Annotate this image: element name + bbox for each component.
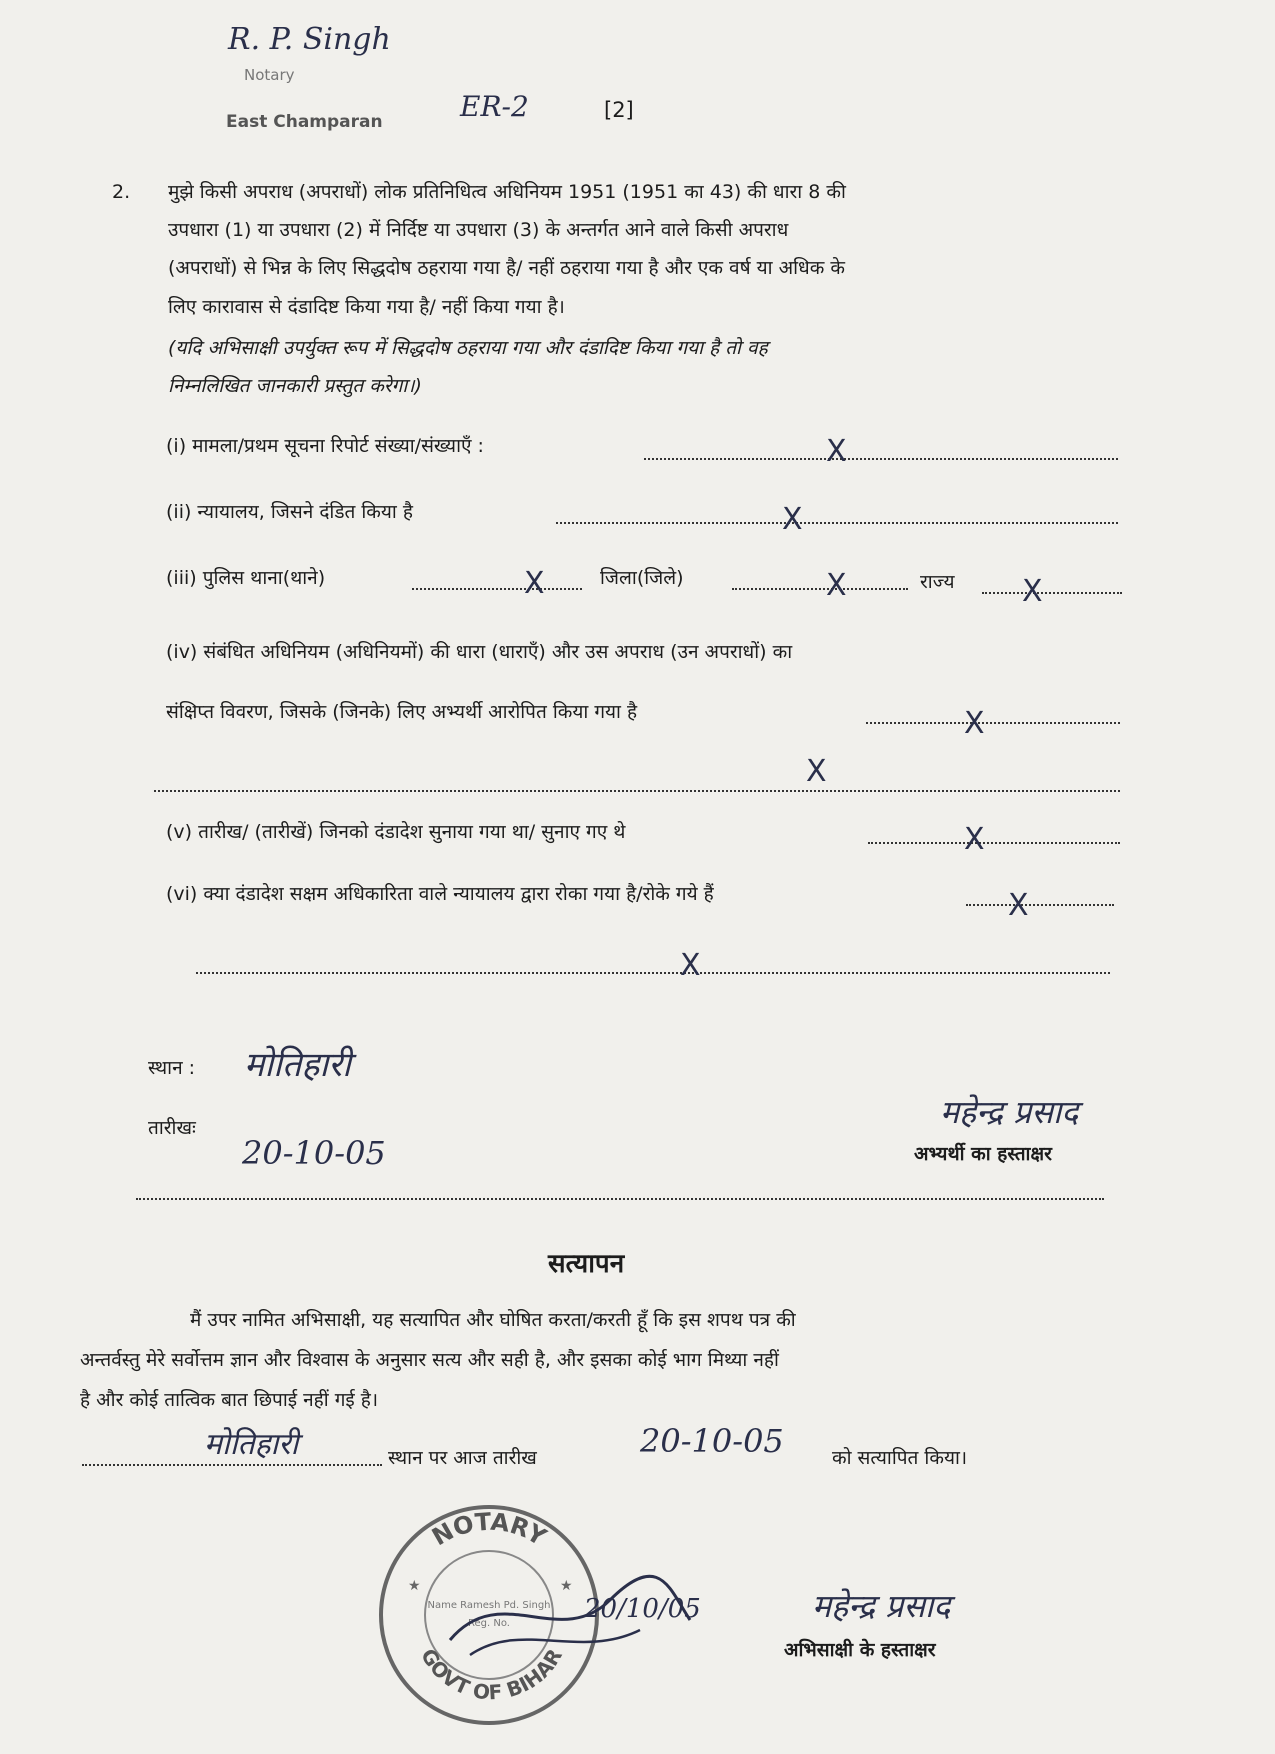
item-iv-dotted-line-a [866,722,1120,724]
item-iv-line1: (iv) संबंधित अधिनियम (अधिनियमों) की धारा (धाराएँ) और उस अपराध (उन अपराधों) का [166,641,793,663]
seal-inner-line2: Reg. No. [468,1618,510,1629]
section2-note-line1: (यदि अभिसाक्षी उपर्युक्त रूप में सिद्धदोष ठहराया गया और दंडादिष्ट किया गया है तो वह [168,337,768,359]
notary-stamp-line1: Notary [244,66,295,84]
item-vi-cross-mark-a: X [1008,888,1029,923]
section2-line4: लिए कारावास से दंडादिष्ट किया गया है/ नहीं किया गया है। [168,296,565,318]
verification-line2: अन्तर्वस्तु मेरे सर्वोत्तम ज्ञान और विश्वास के अनुसार सत्य और सही है, और इसका कोई भाग मिथ्या नहीं [80,1349,779,1371]
place-label: स्थान : [148,1057,196,1079]
verification-place-text: स्थान पर आज तारीख [388,1447,537,1469]
seal-star-left: ★ [408,1578,421,1594]
place-handwritten: मोतिहारी [244,1045,351,1085]
item-ii-dotted-line [556,522,1118,524]
item-vi-cross-mark-b: X [680,948,701,983]
notary-name-handwritten: R. P. Singh [228,22,391,57]
item-iii-label-state: राज्य [920,571,955,593]
item-iii-dotted-line-b [732,588,908,590]
verification-date-handwritten: 20-10-05 [640,1422,784,1460]
item-iii-cross-mark-b: X [826,568,847,603]
item-v-cross-mark: X [964,822,985,857]
verification-line1: मैं उपर नामित अभिसाक्षी, यह सत्यापित और घोषित करता/करती हूँ कि इस शपथ पत्र की [190,1309,796,1331]
verification-place-dotted-line [82,1464,382,1466]
item-iii-label-police: (iii) पुलिस थाना(थाने) [166,567,326,589]
page-ref-handwritten: ER-2 [460,90,529,123]
section2-line1: मुझे किसी अपराध (अपराधों) लोक प्रतिनिधित्व अधिनियम 1951 (1951 का 43) की धारा 8 की [168,181,846,203]
verification-end-text: को सत्यापित किया। [832,1447,968,1469]
item-i-cross-mark: X [826,434,847,469]
section-number: 2. [112,181,131,203]
item-ii-cross-mark: X [782,502,803,537]
item-i-label: (i) मामला/प्रथम सूचना रिपोर्ट संख्या/संख्याएँ : [166,435,484,457]
item-iv-dotted-line-b [154,790,1120,792]
signoff-dotted-line [136,1198,1104,1200]
item-iii-cross-mark-a: X [524,566,545,601]
verification-line3: है और कोई तात्विक बात छिपाई नहीं गई है। [80,1389,379,1411]
seal-bottom-text: GOVT OF BIHAR [416,1644,567,1705]
deponent-signature-label: अभिसाक्षी के हस्ताक्षर [784,1639,936,1661]
item-vi-label: (vi) क्या दंडादेश सक्षम अधिकारिता वाले न्यायालय द्वारा रोका गया है/रोके गये हैं [166,883,714,905]
item-iii-label-district: जिला(जिले) [600,567,684,589]
candidate-signature-label: अभ्यर्थी का हस्ताक्षर [914,1143,1052,1165]
deponent-signature: महेन्द्र प्रसाद [812,1587,951,1625]
section2-note-line2: निम्नलिखित जानकारी प्रस्तुत करेगा।) [168,375,422,397]
seal-top-text: NOTARY [427,1507,551,1552]
verification-title: सत्यापन [548,1249,625,1279]
item-vi-dotted-line-a [966,904,1114,906]
item-iii-dotted-line-a [412,588,582,590]
verification-place-handwritten: मोतिहारी [204,1427,299,1462]
item-iv-cross-mark-b: X [806,754,827,789]
item-ii-label: (ii) न्यायालय, जिसने दंडित किया है [166,501,413,523]
seal-star-right: ★ [560,1578,573,1594]
candidate-signature: महेन्द्र प्रसाद [940,1093,1079,1131]
section2-line2: उपधारा (1) या उपधारा (2) में निर्दिष्ट या उपधारा (3) के अन्तर्गत आने वाले किसी अपराध [168,219,789,241]
notary-stamp-date-handwritten: 20/10/05 [584,1594,701,1624]
item-v-dotted-line [868,842,1120,844]
item-iv-cross-mark-a: X [964,706,985,741]
date-label: तारीखः [148,1117,196,1139]
item-v-label: (v) तारीख/ (तारीखें) जिनको दंडादेश सुनाया गया था/ सुनाए गए थे [166,821,626,843]
item-vi-dotted-line-b [196,972,1110,974]
item-iii-cross-mark-c: X [1022,574,1043,609]
page-number: [2] [604,98,634,122]
item-i-dotted-line [644,458,1118,460]
section2-line3: (अपराधों) से भिन्न के लिए सिद्धदोष ठहराया गया है/ नहीं ठहराया गया है और एक वर्ष या अधिक के [168,257,845,279]
item-iv-line2: संक्षिप्त विवरण, जिसके (जिनके) लिए अभ्यर्थी आरोपित किया गया है [166,701,638,723]
seal-inner-line1: Name Ramesh Pd. Singh [427,1600,551,1611]
notary-stamp-line2: East Champaran [226,112,383,132]
item-iii-dotted-line-c [982,592,1122,594]
date-handwritten: 20-10-05 [242,1134,386,1172]
